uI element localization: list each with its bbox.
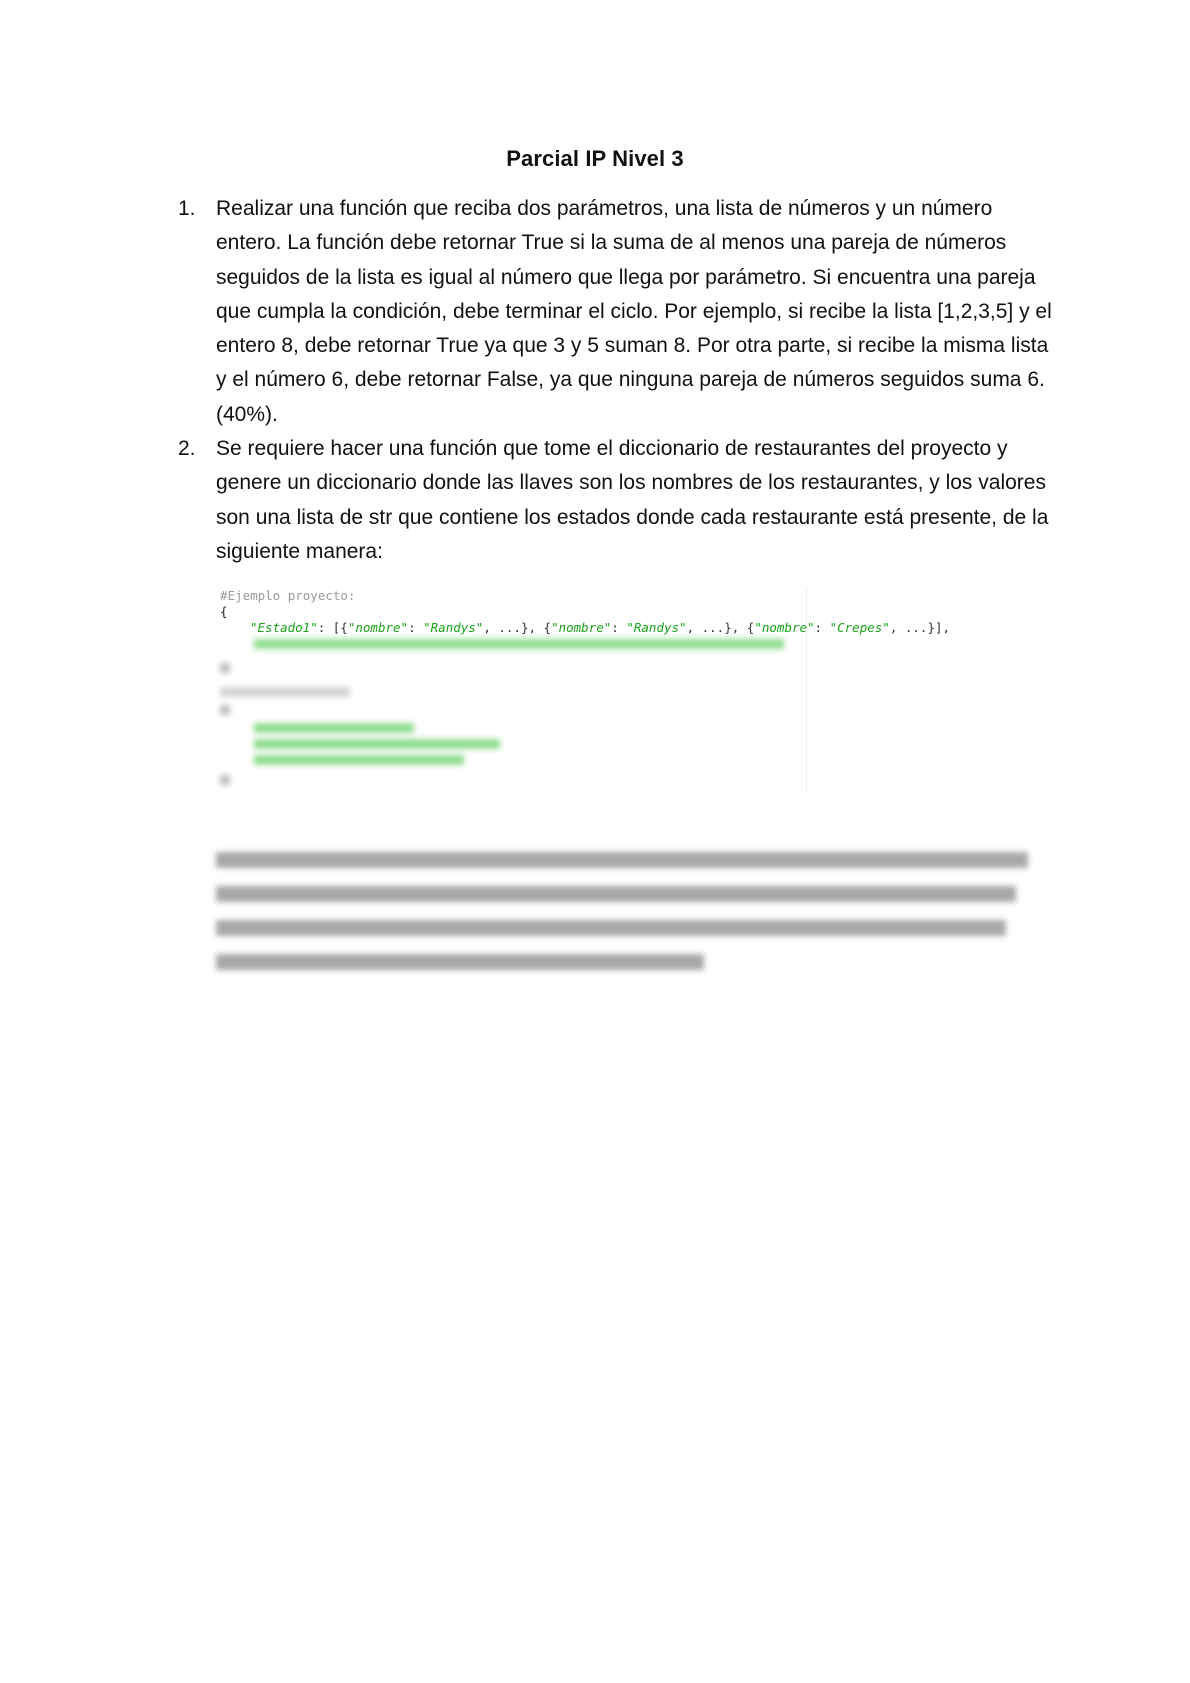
obscured-code-line (254, 755, 464, 765)
code-open-brace: { (220, 604, 228, 619)
code-key: "nombre" (347, 620, 409, 635)
obscured-code-line (254, 639, 784, 649)
obscured-code-line (220, 663, 230, 673)
question-text: Se requiere hacer una función que tome el diccionario de restaurantes del proyecto y genere un diccionario donde las llaves son los nombres de los restaurantes, y los valores son una lista de str que contiene los estados donde cada restaurante está presente, de la siguiente manera: (216, 437, 1049, 563)
code-key: "nombre" (551, 620, 612, 635)
obscured-text-line (216, 954, 704, 970)
question-text: Realizar una función que reciba dos parámetros, una lista de números y un número entero. La función debe retornar True si la suma de al menos una pareja de números seguidos de la lista es igual al número que llega por parámetro. Si encuentra una pareja que cumpla la condición, debe terminar el ciclo. Por ejemplo, si recibe la lista [1,2,3,5] y el entero 8, debe retornar True ya que 3 y 5 suman 8. Por otra parte, si recibe la misma lista y el número 6, debe retornar False, ya que ninguna pareja de números seguidos suma 6. (40%). (216, 197, 1052, 426)
obscured-code-line (254, 739, 500, 749)
obscured-text-line (216, 852, 1028, 868)
question-number: 2. (178, 437, 196, 461)
code-key: "nombre" (754, 620, 815, 635)
code-punct: : [{ (317, 620, 348, 635)
obscured-code-line (220, 687, 350, 697)
obscured-code-line (220, 775, 230, 785)
code-punct: , ...}, { (686, 620, 755, 635)
code-punct: : (408, 620, 424, 635)
code-key: "Estado1" (250, 620, 318, 635)
question-number: 1. (178, 197, 196, 220)
code-punct: : (611, 620, 627, 635)
obscured-text-line (216, 920, 1006, 936)
question-1 (178, 192, 1058, 432)
code-string: "Randys" (626, 620, 687, 635)
code-string: "Crepes" (829, 620, 890, 635)
code-punct: : (814, 620, 830, 635)
code-comment: #Ejemplo proyecto: (220, 588, 356, 603)
code-string: "Randys" (423, 620, 484, 635)
obscured-code-line (254, 723, 414, 733)
code-punct: , ...}], (889, 620, 951, 635)
obscured-code-line (220, 705, 230, 715)
code-punct: , ...}, { (483, 620, 552, 635)
question-2 (178, 432, 1058, 569)
code-example (218, 588, 951, 793)
document-title: Parcial IP Nivel 3 (506, 146, 684, 171)
code-line-estado1 (250, 620, 950, 637)
obscured-text-line (216, 886, 1016, 902)
question-list (178, 192, 1058, 569)
